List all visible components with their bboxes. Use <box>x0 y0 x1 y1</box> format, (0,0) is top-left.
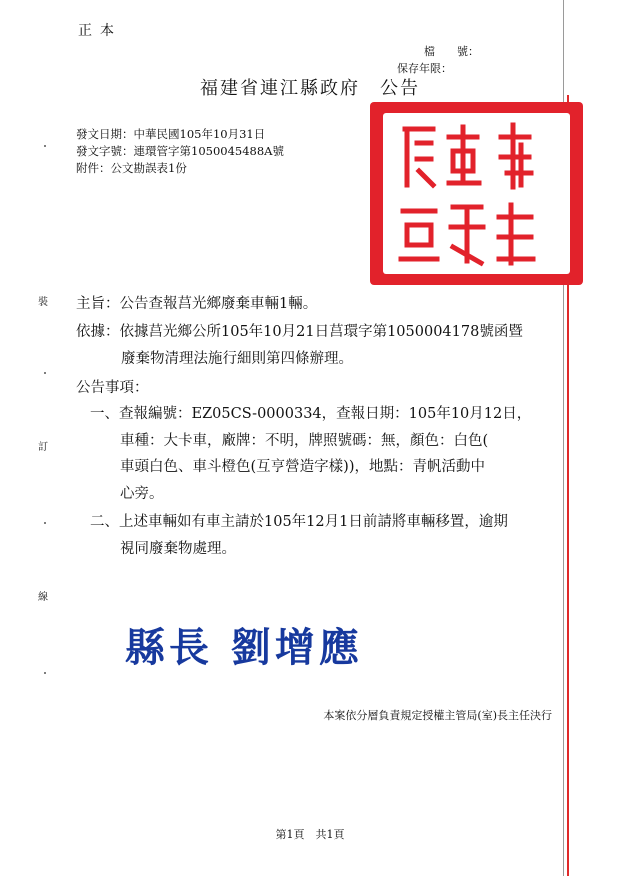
binding-mark-top: 裝 <box>38 297 48 308</box>
items-heading: 公告事項： <box>76 380 149 396</box>
mayor-signature: 縣長 劉增應 <box>125 625 363 671</box>
binding-mark-bottom: 線 <box>38 592 48 603</box>
file-number-label: 檔 號： <box>424 45 479 58</box>
item-2-line-1: 二、上述車輛如有車主請於105年12月1日前請將車輛移置，逾期 <box>90 514 508 530</box>
document-title: 福建省連江縣政府 公告 <box>200 78 420 99</box>
attachment-line: 附件：公文勘誤表1份 <box>76 161 187 175</box>
official-seal-field <box>383 113 570 274</box>
subject-line: 主旨：公告查報莒光鄉廢棄車輛1輛。 <box>76 296 318 312</box>
seal-script-strokes <box>383 113 570 274</box>
delegation-note: 本案依分層負責規定授權主管局(室)長主任決行 <box>323 709 552 722</box>
item-1-line-1: 一、查報編號：EZ05CS-0000334，查報日期：105年10月12日， <box>90 406 532 422</box>
binding-dot <box>44 522 46 524</box>
binding-dot <box>44 145 46 147</box>
binding-mark-middle: 訂 <box>38 442 48 453</box>
binding-dot <box>44 372 46 374</box>
item-1-line-3: 車頭白色、車斗橙色(互亨營造字樣))，地點：青帆活動中 <box>120 459 485 475</box>
basis-line-2: 廢棄物清理法施行細則第四條辦理。 <box>121 351 353 367</box>
binding-dot <box>44 672 46 674</box>
item-2-line-2: 視同廢棄物處理。 <box>120 541 236 557</box>
issue-number: 發文字號：連環管字第1050045488A號 <box>76 144 284 158</box>
retention-period-label: 保存年限： <box>397 62 452 75</box>
copy-label: 正本 <box>78 23 122 39</box>
page-number: 第1頁 共1頁 <box>275 828 345 841</box>
basis-line-1: 依據：依據莒光鄉公所105年10月21日莒環字第1050004178號函暨 <box>76 324 523 340</box>
issue-date: 發文日期：中華民國105年10月31日 <box>76 127 266 141</box>
item-1-line-2: 車種：大卡車，廠牌：不明，牌照號碼：無，顏色：白色( <box>120 433 489 449</box>
item-1-line-4: 心旁。 <box>120 486 164 502</box>
